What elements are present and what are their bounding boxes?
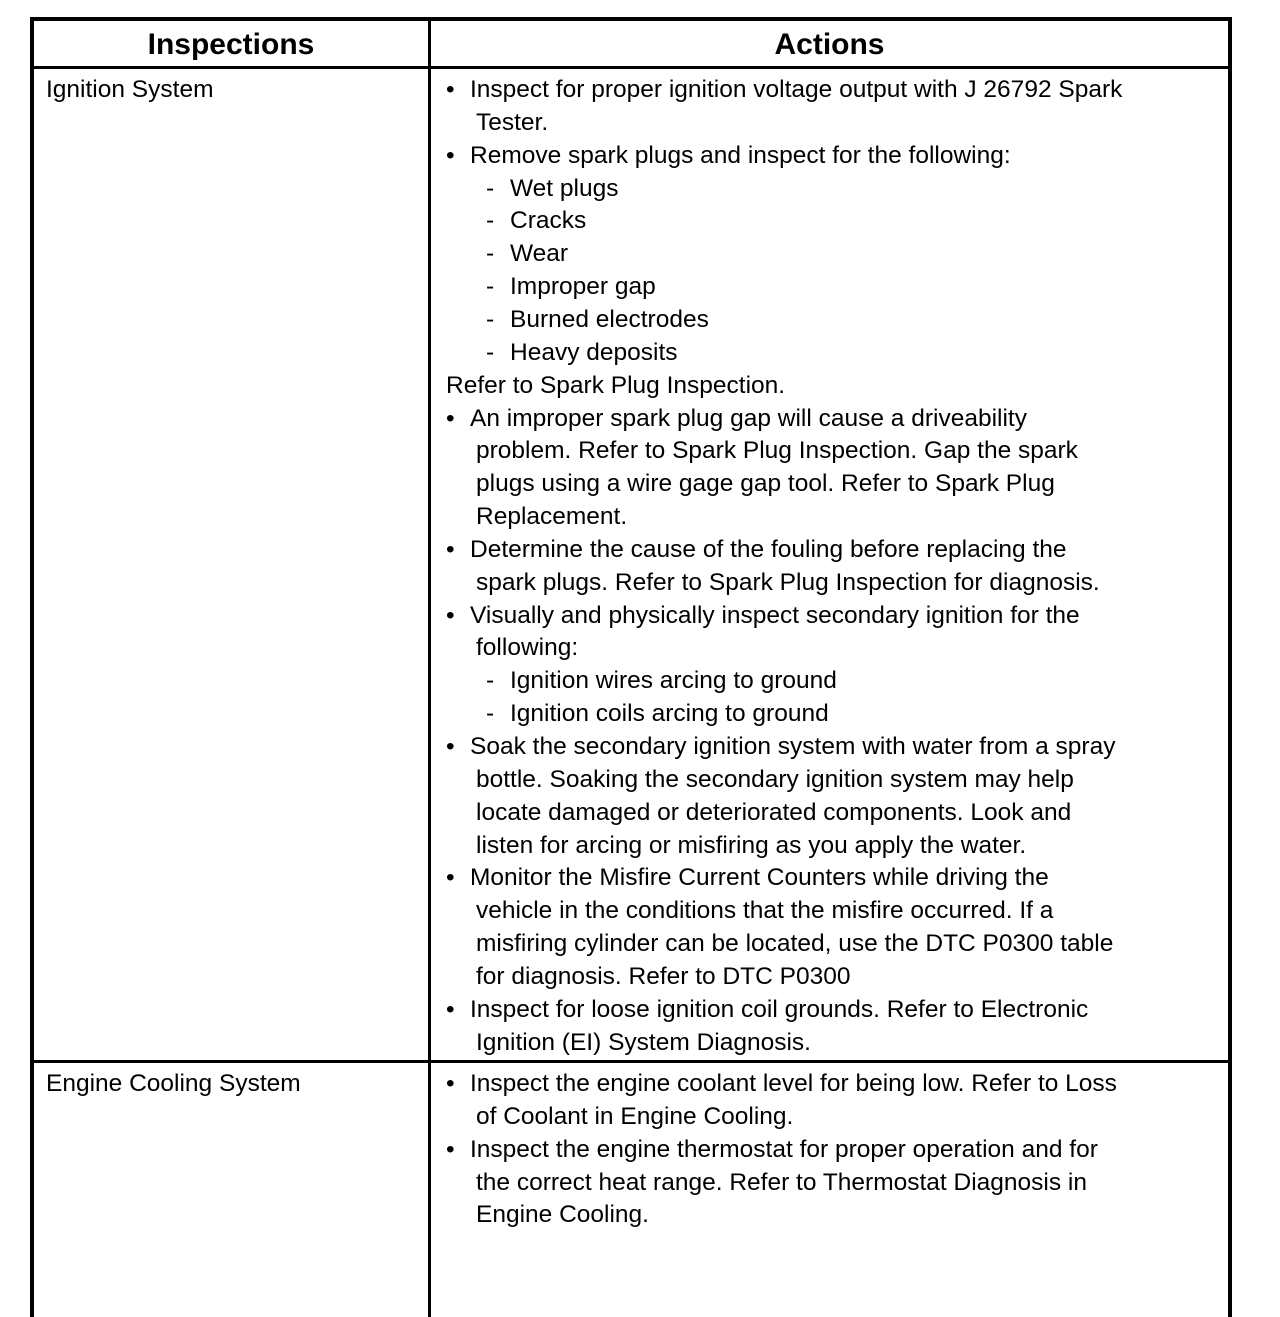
action-text: Engine Cooling. <box>476 1201 649 1229</box>
sub-item-text: Burned electrodes <box>510 305 709 333</box>
dash-icon: - <box>486 667 495 695</box>
bullet-icon: • <box>446 601 455 629</box>
action-text: Ignition (EI) System Diagnosis. <box>476 1028 811 1056</box>
action-text: Inspect for loose ignition coil grounds. Refer to Electronic <box>470 995 1089 1023</box>
bullet-icon: • <box>446 733 455 760</box>
sub-item-text: Ignition coils arcing to ground <box>510 700 829 728</box>
dash-icon: - <box>486 273 495 301</box>
action-text: the correct heat range. Refer to Thermostat Diagnosis in <box>476 1168 1087 1196</box>
action-text: Monitor the Misfire Current Counters while driving the <box>470 864 1049 892</box>
action-text: for diagnosis. Refer to DTC P0300 <box>476 962 851 990</box>
action-text: Replacement. <box>476 503 628 531</box>
action-text: following: <box>476 634 579 662</box>
bullet-icon: • <box>446 995 455 1023</box>
dash-icon: - <box>486 207 495 235</box>
dash-icon: - <box>486 305 495 333</box>
action-text: Visually and physically inspect secondary ignition for the <box>470 601 1080 629</box>
bullet-icon: • <box>446 76 455 103</box>
sub-item-text: Cracks <box>510 207 587 235</box>
action-text: misfiring cylinder can be located, use the DTC P0300 table <box>476 930 1114 958</box>
action-text: vehicle in the conditions that the misfire occurred. If a <box>476 897 1054 925</box>
bullet-icon: • <box>446 404 455 432</box>
bullet-icon: • <box>446 1135 455 1163</box>
action-text: Soak the secondary ignition system with water from a spray <box>470 733 1116 760</box>
bullet-icon: • <box>446 535 455 563</box>
action-text: Determine the cause of the fouling before replacing the <box>470 535 1067 563</box>
action-text: locate damaged or deteriorated components. Look and <box>476 798 1072 826</box>
row-divider <box>30 1060 1232 1063</box>
dash-icon: - <box>486 700 495 728</box>
action-text: bottle. Soaking the secondary ignition system may help <box>476 765 1074 793</box>
action-text: Inspect the engine thermostat for proper operation and for <box>470 1135 1098 1163</box>
action-text: Inspect the engine coolant level for being low. Refer to Loss <box>470 1070 1117 1097</box>
action-text: An improper spark plug gap will cause a driveability <box>470 404 1027 432</box>
sub-item-text: Wet plugs <box>510 174 619 202</box>
action-text: problem. Refer to Spark Plug Inspection. Gap the spark <box>476 437 1078 465</box>
action-text: Remove spark plugs and inspect for the following: <box>470 141 1011 169</box>
action-text: Tester. <box>476 108 549 136</box>
header-inspections: Inspections <box>147 28 315 61</box>
sub-item-text: Heavy deposits <box>510 338 678 366</box>
action-text: Refer to Spark Plug Inspection. <box>446 371 786 399</box>
sub-item-text: Wear <box>510 240 569 268</box>
sub-item-text: Improper gap <box>510 273 656 301</box>
action-text: listen for arcing or misfiring as you apply the water. <box>476 831 1027 859</box>
dash-icon: - <box>486 240 495 268</box>
sub-item-text: Ignition wires arcing to ground <box>510 667 837 695</box>
header-divider <box>30 66 1232 69</box>
dash-icon: - <box>486 174 495 202</box>
action-text: plugs using a wire gage gap tool. Refer to Spark Plug <box>476 470 1055 498</box>
action-text: of Coolant in Engine Cooling. <box>476 1102 794 1130</box>
inspection-name: Ignition System <box>46 76 214 103</box>
inspection-name: Engine Cooling System <box>46 1070 301 1097</box>
action-text: spark plugs. Refer to Spark Plug Inspection for diagnosis. <box>476 568 1100 596</box>
bullet-icon: • <box>446 864 455 892</box>
dash-icon: - <box>486 338 495 366</box>
bullet-icon: • <box>446 1070 455 1097</box>
bullet-icon: • <box>446 141 455 169</box>
header-actions: Actions <box>774 28 885 61</box>
action-text: Inspect for proper ignition voltage output with J 26792 Spark <box>470 76 1123 103</box>
column-divider <box>428 17 431 1317</box>
